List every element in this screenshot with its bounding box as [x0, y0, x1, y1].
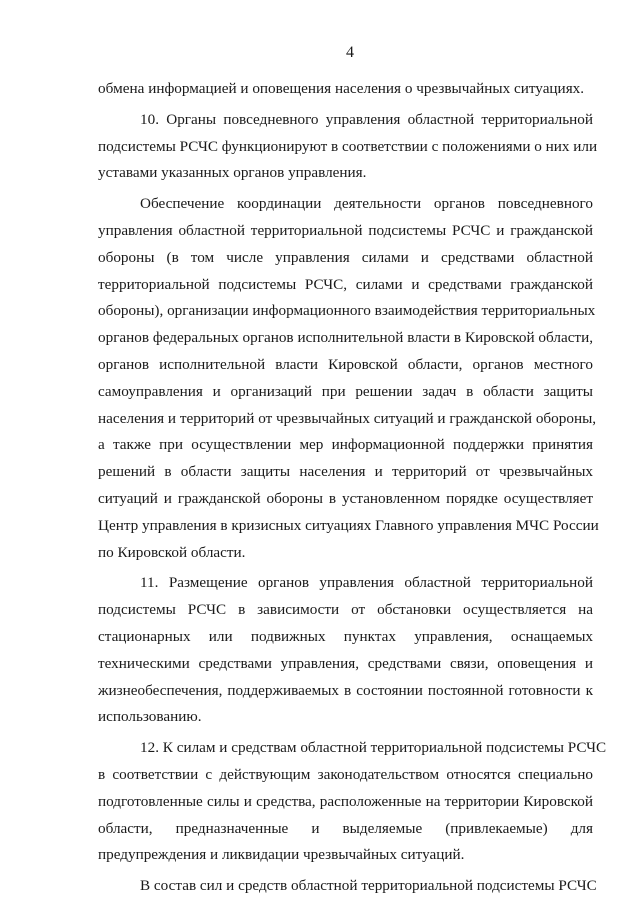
text-line: использованию. [98, 708, 202, 726]
text-line: уставами указанных органов управления. [98, 164, 367, 182]
text-line: органов исполнительной власти Кировской области, органов местного [98, 355, 593, 373]
page-number: 4 [346, 44, 354, 61]
text-line: обмена информацией и оповещения населения о чрезвычайных ситуациях. [98, 80, 585, 97]
text-line: обороны), организации информационного взаимодействия территориальных [98, 302, 596, 320]
text-line: 10. Органы повседневного управления областной территориальной [140, 110, 593, 128]
text-line: в соответствии с действующим законодательством относятся специально [98, 765, 593, 783]
text-line: Обеспечение координации деятельности органов повседневного [140, 195, 593, 213]
text-line: В состав сил и средств областной территориальной подсистемы РСЧС [140, 877, 597, 895]
text-line: жизнеобеспечения, поддерживаемых в состоянии постоянной готовности к [98, 681, 593, 699]
text-line: техническими средствами управления, средствами связи, оповещения и [98, 654, 593, 672]
text-line: по Кировской области. [98, 543, 246, 561]
text-line: области, предназначенные и выделяемые (привлекаемые) для [98, 819, 593, 837]
text-line: 11. Размещение органов управления областной территориальной [140, 574, 593, 592]
text-line: органов федеральных органов исполнительной власти в Кировской области, [98, 329, 593, 347]
text-line: подготовленные силы и средства, расположенные на территории Кировской [98, 792, 593, 810]
text-line: а также при осуществлении мер информационной поддержки принятия [98, 436, 593, 454]
text-line: Центр управления в кризисных ситуациях Главного управления МЧС России [98, 516, 599, 534]
text-line: ситуаций и гражданской обороны в установленном порядке осуществляет [98, 489, 593, 507]
text-line: управления областной территориальной подсистемы РСЧС и гражданской [98, 221, 593, 239]
text-line: стационарных или подвижных пунктах управления, оснащаемых [98, 627, 593, 645]
text-line: решений в области защиты населения и территорий от чрезвычайных [98, 463, 593, 481]
text-line: подсистемы РСЧС в зависимости от обстановки осуществляется на [98, 601, 593, 619]
text-line: территориальной подсистемы РСЧС, силами и средствами гражданской [98, 275, 593, 293]
text-line: обороны (в том числе управления силами и средствами областной [98, 248, 593, 266]
text-line: 12. К силам и средствам областной территориальной подсистемы РСЧС [140, 739, 607, 757]
text-line: населения и территорий от чрезвычайных ситуаций и гражданской обороны, [98, 409, 597, 427]
document-body [98, 76, 607, 900]
text-line: предупреждения и ликвидации чрезвычайных ситуаций. [98, 846, 465, 864]
text-line: подсистемы РСЧС функционируют в соответствии с положениями о них или [98, 137, 598, 155]
text-line: самоуправления и организаций при решении задач в области защиты [98, 382, 593, 400]
